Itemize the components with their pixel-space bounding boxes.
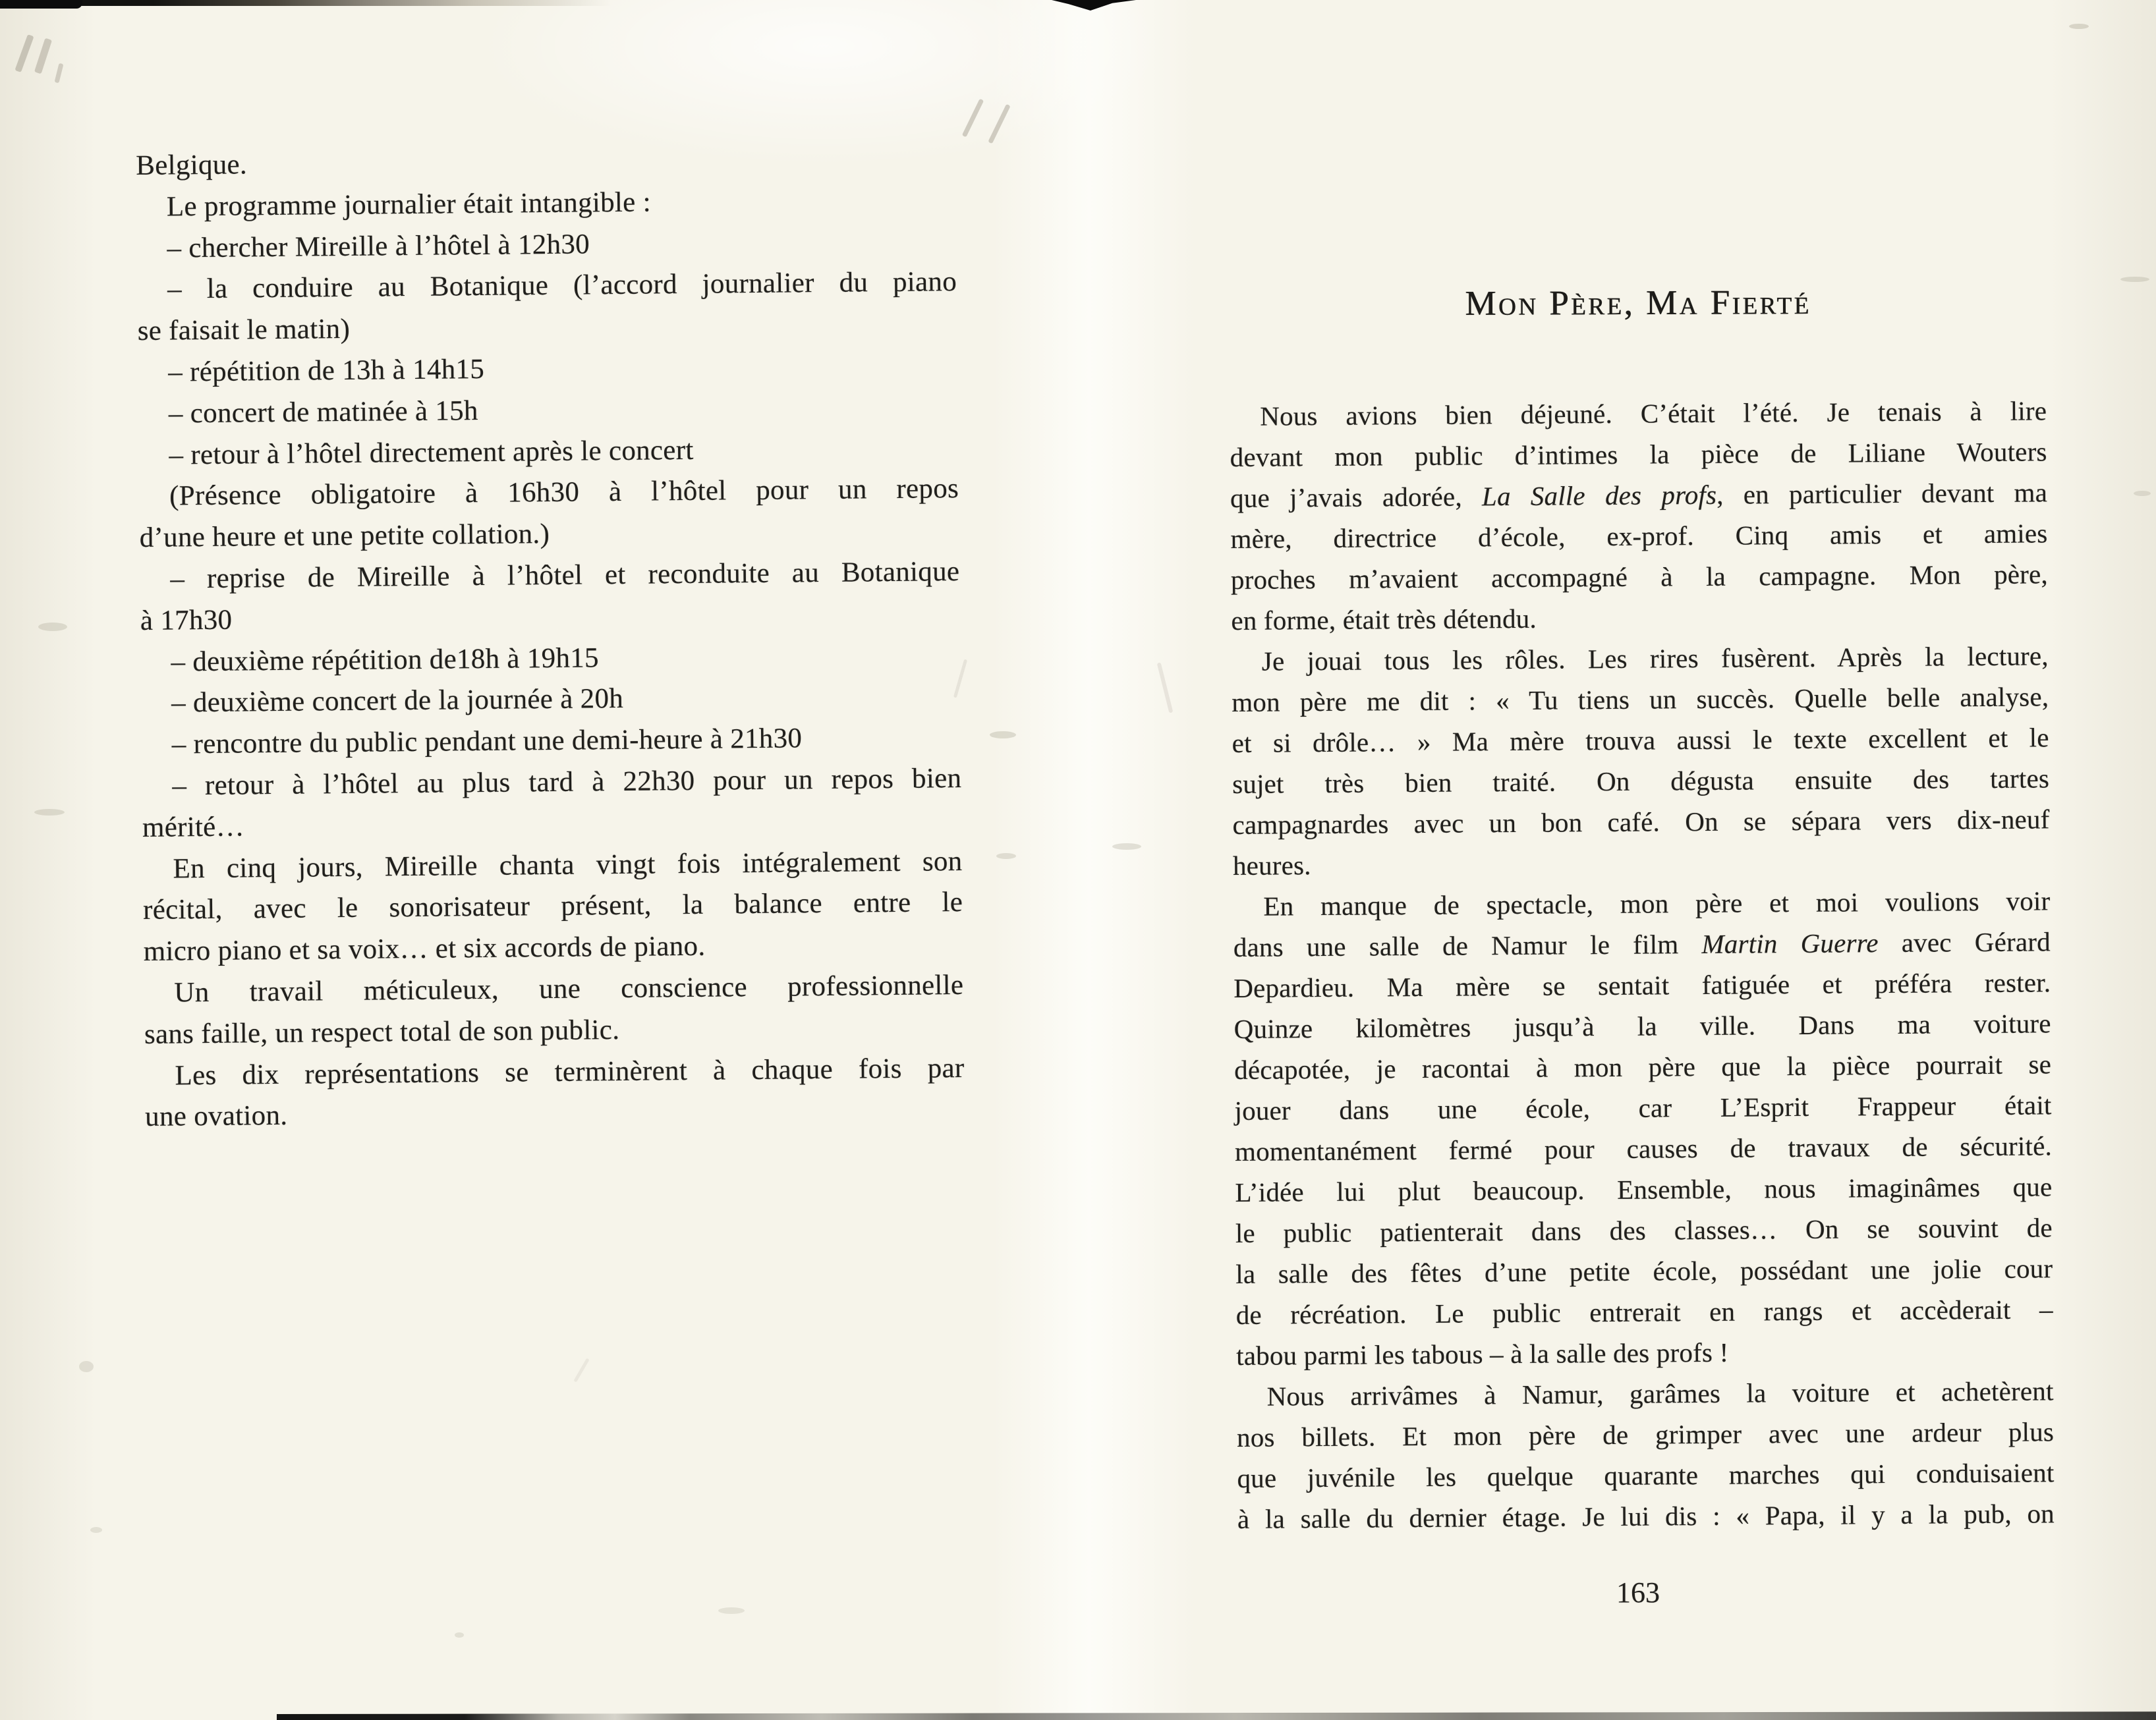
scan-speck (2134, 491, 2151, 496)
text-run: devant mon public d’intimes la pièce de Liliane Wouters (1230, 436, 2047, 472)
text-line (1237, 1452, 2054, 1499)
text-run: – reprise de Mireille à l’hôtel et reconduite au Botanique (170, 555, 960, 595)
text-line (1235, 1248, 2053, 1294)
text-line (1231, 553, 2048, 600)
text-line (1232, 758, 2049, 804)
text-run: campagnardes avec un bon café. On se sépara vers dix-neuf (1232, 804, 2050, 840)
text-run: récital, avec le sonorisateur présent, la balance entre le (142, 887, 963, 926)
text-run: mon père me dit : « Tu tiens un succès. Quelle belle analyse, (1232, 681, 2049, 717)
text-run: sans faille, un respect total de son public. (144, 1014, 620, 1050)
scan-speck (573, 1358, 589, 1382)
text-run: Depardieu. Ma mère se sentait fatiguée et préféra rester. (1234, 967, 2051, 1003)
text-run: Je jouai tous les rôles. Les rires fusèrent. Après la lecture, (1261, 640, 2049, 677)
scan-speck (455, 1632, 464, 1638)
scan-speck (1157, 662, 1174, 713)
pencil-mark (34, 38, 52, 74)
scan-edge-notch (1052, 0, 1136, 11)
right-page-text (1230, 390, 2055, 1540)
text-line (1230, 513, 2047, 559)
text-line (1235, 1207, 2053, 1254)
scan-speck (90, 1527, 102, 1533)
text-line (141, 675, 961, 725)
text-line (138, 386, 959, 435)
text-line (1232, 635, 2049, 682)
text-line (138, 428, 959, 477)
text-line (137, 262, 957, 311)
text-line (1232, 717, 2049, 763)
text-run: – répétition de 13h à 14h15 (168, 353, 485, 388)
text-run: micro piano et sa voix… et six accords de piano. (143, 930, 706, 968)
text-run: Belgique. (136, 149, 248, 181)
text-run: en forme, était très détendu. (1231, 603, 1537, 636)
pencil-mark (988, 104, 1010, 144)
text-line (1230, 472, 2047, 518)
text-run: – retour à l’hôtel directement après le concert (169, 434, 694, 471)
scan-speck (2120, 277, 2149, 282)
text-line (141, 717, 961, 766)
scan-edge-bottom (277, 1710, 2156, 1720)
text-line (136, 138, 956, 187)
text-run: En manque de spectacle, mon père et moi voulions voir (1263, 885, 2051, 922)
scan-speck (996, 853, 1016, 859)
text-run: Nous arrivâmes à Namur, garâmes la voiture et achetèrent (1266, 1375, 2054, 1412)
text-line (1236, 1370, 2053, 1417)
text-line (140, 551, 960, 601)
text-run: L’idée lui plut beaucoup. Ensemble, nous imaginâmes que (1235, 1171, 2053, 1207)
text-run: – la conduire au Botanique (l’accord journalier du piano (167, 266, 957, 305)
scan-speck (34, 809, 65, 816)
scan-speck (79, 1361, 94, 1372)
text-line (136, 179, 957, 229)
text-line (142, 758, 962, 808)
text-run: mérité… (142, 811, 245, 843)
text-line (136, 221, 957, 270)
text-run: En cinq jours, Mireille chanta vingt fois intégralement son (173, 845, 963, 885)
text-line (137, 303, 957, 352)
text-line (1232, 798, 2049, 845)
scan-speck (38, 623, 67, 631)
text-line (143, 924, 963, 973)
scan-edge-top (0, 0, 764, 6)
scan-speck (1112, 843, 1141, 850)
text-run: Les dix représentations se terminèrent à chaque fois par (175, 1052, 965, 1092)
text-run: se faisait le matin) (137, 314, 351, 347)
italic-phrase: Martin Guerre (1701, 928, 1879, 960)
text-line (140, 634, 961, 684)
text-line (1234, 921, 2051, 968)
text-run: Le programme journalier était intangible : (166, 186, 652, 223)
text-line (144, 965, 964, 1014)
text-run: la salle des fêtes d’une petite école, possédant une jolie cour (1235, 1253, 2053, 1289)
pencil-mark (962, 99, 984, 138)
text-run: avec Gérard (1878, 926, 2051, 958)
text-line (1234, 1043, 2051, 1090)
text-run: à 17h30 (140, 604, 233, 636)
text-line (1237, 1411, 2054, 1458)
text-run: et si drôle… » Ma mère trouva aussi le texte excellent et le (1232, 722, 2049, 758)
text-run: sujet très bien traité. On dégusta ensuite des tartes (1232, 763, 2050, 799)
text-line (1236, 1289, 2053, 1335)
text-run: – concert de matinée à 15h (168, 395, 478, 430)
text-run: proches m’avaient accompagné à la campagne. Mon père, (1230, 559, 2049, 595)
text-line (1234, 962, 2051, 1009)
chapter-title: Mon Père, Ma Fierté (1465, 283, 1811, 323)
pencil-mark (14, 34, 34, 72)
text-run: que j’avais adorée, (1230, 481, 1483, 513)
text-run: – rencontre du public pendant une demi-heure à 21h30 (171, 723, 803, 760)
text-line (1235, 1125, 2052, 1172)
text-line (1230, 390, 2047, 437)
scan-speck (990, 731, 1016, 738)
text-line (1235, 1166, 2052, 1213)
text-run: – deuxième répétition de18h à 19h15 (171, 642, 600, 678)
left-page-text (136, 138, 965, 1138)
text-line (1231, 594, 2048, 641)
text-line (1232, 676, 2049, 723)
text-line (139, 510, 959, 559)
text-line (1236, 1329, 2053, 1376)
italic-phrase: La Salle des profs (1481, 479, 1717, 512)
text-run: – retour à l’hôtel au plus tard à 22h30 pour un repos bien (172, 762, 962, 802)
text-run: nos billets. Et mon père de grimper avec une ardeur plus (1236, 1416, 2055, 1453)
text-run: d’une heure et une petite collation.) (139, 518, 550, 554)
text-line (1237, 1493, 2055, 1540)
text-run: (Présence obligatoire à 16h30 à l’hôtel pour un repos (169, 473, 959, 512)
text-line (142, 841, 963, 891)
pencil-mark (54, 63, 63, 84)
text-line (138, 345, 958, 394)
text-run: de récréation. Le public entrerait en rangs et accèderait – (1235, 1294, 2053, 1330)
text-run: que juvénile les quelque quarante marches qui conduisaient (1237, 1457, 2055, 1493)
text-line (145, 1089, 965, 1138)
text-run: décapotée, je racontai à mon père que la pièce pourrait se (1234, 1049, 2052, 1085)
text-line (139, 468, 959, 518)
text-line (1230, 431, 2047, 478)
page-number: 163 (1616, 1576, 1660, 1609)
text-line (143, 882, 963, 931)
text-run: Un travail méticuleux, une conscience professionnelle (174, 969, 964, 1009)
text-line (144, 1048, 965, 1097)
text-run: à la salle du dernier étage. Je lui dis : « Papa, il y a la pub, on (1237, 1498, 2055, 1534)
text-run: , en particulier devant ma (1716, 477, 2048, 510)
text-line (1233, 880, 2050, 927)
text-run: mère, directrice d’école, ex-prof. Cinq amis et amies (1230, 518, 2048, 554)
text-run: tabou parmi les tabous – à la salle des profs ! (1236, 1337, 1729, 1371)
text-run: Nous avions bien déjeuné. C’était l’été. Je tenais à lire (1260, 395, 2047, 431)
text-line (142, 800, 963, 849)
text-run: Quinze kilomètres jusqu’à la ville. Dans ma voiture (1234, 1008, 2051, 1044)
scan-speck (718, 1607, 745, 1614)
text-line (1234, 1084, 2051, 1131)
text-run: momentanément fermé pour causes de travaux de sécurité. (1234, 1130, 2053, 1167)
text-line (144, 1007, 965, 1056)
scan-speck (2069, 24, 2089, 29)
text-line (1234, 1003, 2051, 1049)
text-line (140, 593, 961, 642)
text-run: une ovation. (144, 1100, 288, 1133)
text-run: heures. (1232, 850, 1311, 881)
scan-edge-top-left (0, 0, 82, 9)
text-line (1233, 839, 2050, 886)
text-run: – chercher Mireille à l’hôtel à 12h30 (167, 228, 590, 264)
text-run: jouer dans une école, car L’Esprit Frappeur était (1234, 1090, 2052, 1126)
text-run: – deuxième concert de la journée à 20h (171, 683, 624, 719)
text-run: le public patienterait dans des classes… On se souvint de (1235, 1212, 2053, 1248)
text-run: dans une salle de Namur le film (1233, 929, 1702, 962)
